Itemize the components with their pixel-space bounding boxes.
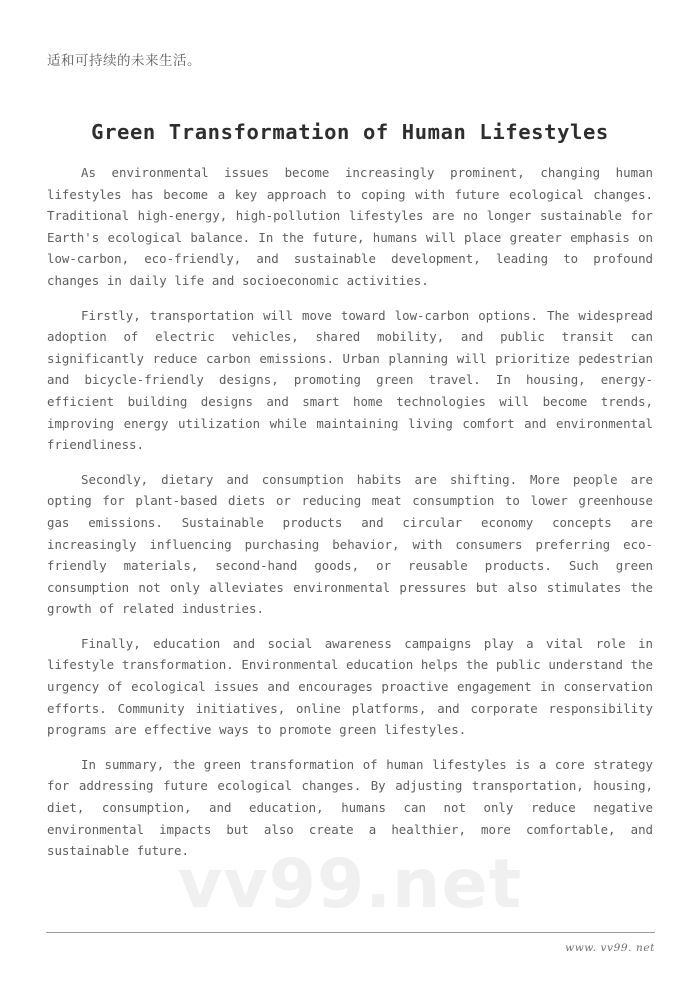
carryover-text-line: 适和可持续的未来生活。 [47,53,201,69]
paragraph: In summary, the green transformation of human lifestyles is a core strategy for addressing future ecological changes. By adjusting transportation, housing, diet, consumption, and education, humans can not only reduce negative environmental impacts but also create a healthier, more comfortable, and sustainable future. [47,756,653,859]
footer-divider [46,932,655,933]
paragraph: Secondly, dietary and consumption habits are shifting. More people are opting for plant-based diets or reducing meat consumption to lower greenhouse gas emissions. Sustainable products and circular economy concepts are increasingly influencing purchasing behavior, with consumers preferring eco-friendly materials, second-hand goods, or reusable products. Such green consumption not only alleviates environmental pressures but also stimulates the growth of related industries. [47,471,653,617]
page-title: Green Transformation of Human Lifestyles [91,120,609,144]
paragraph: As environmental issues become increasingly prominent, changing human lifestyles has become a key approach to coping with future ecological changes. Traditional high-energy, high-pollution lifestyles are no longer sustainable for Earth's ecological balance. In the future, humans will place greater emphasis on low-carbon, eco-friendly, and sustainable development, leading to profound changes in daily life and socioeconomic activities. [47,165,653,288]
document-content [47,0,653,862]
footer-site-url: www. vv99. net [565,942,655,954]
article-body [47,162,653,862]
paragraph: Finally, education and social awareness campaigns play a vital role in lifestyle transformation. Environmental education helps the public understand the urgency of ecological issues and encourages proactive engagement in conservation efforts. Community initiatives, online platforms, and corporate responsibility programs are effective ways to promote green lifestyles. [47,635,653,738]
site-watermark: vv99.net [177,845,523,924]
paragraph: Firstly, transportation will move toward low-carbon options. The widespread adoption of electric vehicles, shared mobility, and public transit can significantly reduce carbon emissions. Urban planning will prioritize pedestrian and bicycle-friendly designs, promoting green travel. In housing, energy-efficient building designs and smart home technologies will become trends, improving energy utilization while maintaining living comfort and environmental friendliness. [47,307,653,453]
page-footer [46,932,655,954]
